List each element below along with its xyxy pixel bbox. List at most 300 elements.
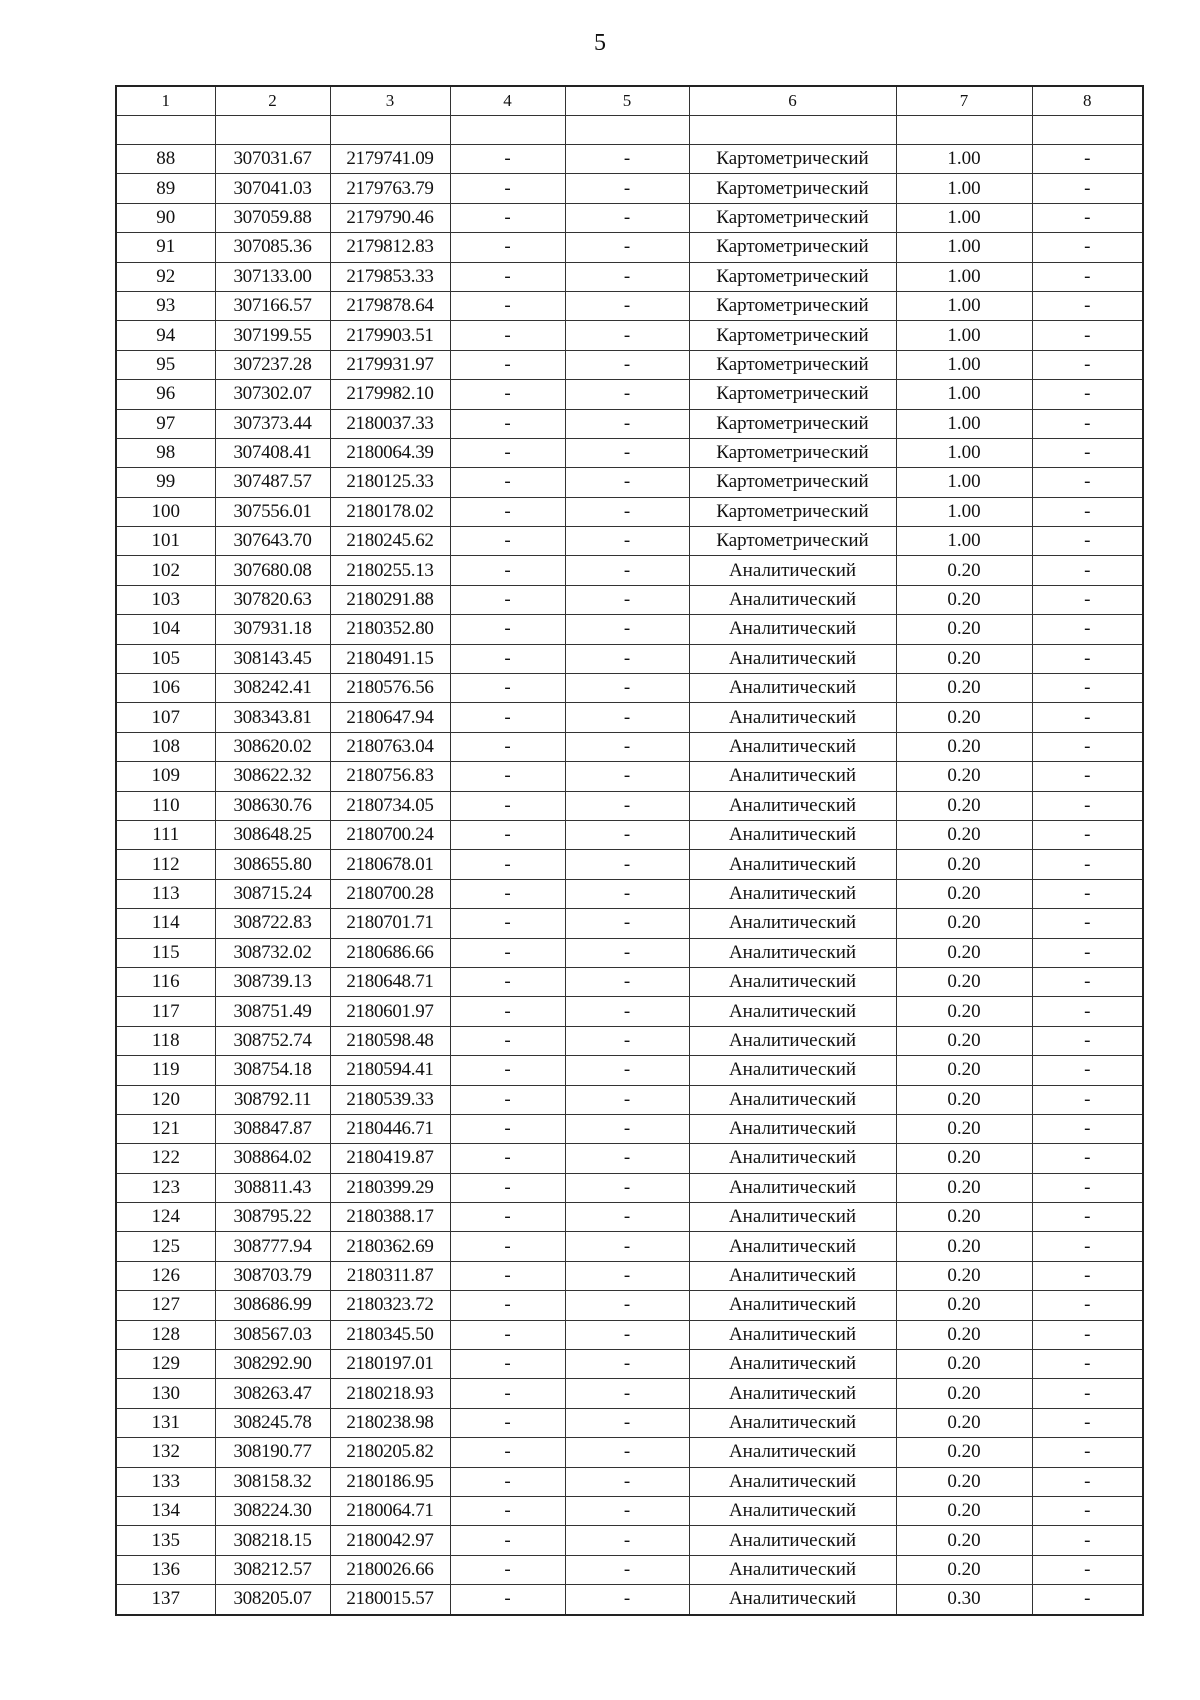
col4-cell: - [450,1555,565,1584]
method-cell: Аналитический [689,615,896,644]
x-coordinate-cell: 308847.87 [215,1114,330,1143]
x-coordinate-cell: 308722.83 [215,909,330,938]
col8-cell: - [1032,644,1143,673]
accuracy-cell: 0.20 [896,1408,1032,1437]
col8-cell: - [1032,1585,1143,1615]
table-row [116,1114,1143,1143]
col4-cell: - [450,1114,565,1143]
col8-cell: - [1032,409,1143,438]
x-coordinate-cell: 308751.49 [215,997,330,1026]
point-number-cell: 119 [116,1056,215,1085]
col8-cell: - [1032,1232,1143,1261]
point-number-cell: 120 [116,1085,215,1114]
col5-cell: - [565,938,689,967]
method-cell: Аналитический [689,1291,896,1320]
accuracy-cell: 0.20 [896,1173,1032,1202]
col5-cell: - [565,262,689,291]
y-coordinate-cell: 2180178.02 [330,497,450,526]
point-number-cell: 115 [116,938,215,967]
col5-cell: - [565,879,689,908]
x-coordinate-cell: 307237.28 [215,350,330,379]
col5-cell: - [565,174,689,203]
x-coordinate-cell: 307031.67 [215,145,330,174]
point-number-cell: 106 [116,674,215,703]
x-coordinate-cell: 308263.47 [215,1379,330,1408]
col8-cell: - [1032,380,1143,409]
table-cell [896,116,1032,145]
table-row [116,380,1143,409]
col5-cell: - [565,1526,689,1555]
method-cell: Картометрический [689,409,896,438]
method-cell: Аналитический [689,1320,896,1349]
x-coordinate-cell: 307166.57 [215,291,330,320]
col5-cell: - [565,1056,689,1085]
x-coordinate-cell: 308567.03 [215,1320,330,1349]
y-coordinate-cell: 2180701.71 [330,909,450,938]
method-cell: Аналитический [689,1526,896,1555]
x-coordinate-cell: 307487.57 [215,468,330,497]
method-cell: Аналитический [689,732,896,761]
method-cell: Аналитический [689,791,896,820]
y-coordinate-cell: 2180686.66 [330,938,450,967]
x-coordinate-cell: 308218.15 [215,1526,330,1555]
col8-cell: - [1032,262,1143,291]
col8-cell: - [1032,1056,1143,1085]
col8-cell: - [1032,233,1143,262]
accuracy-cell: 1.00 [896,233,1032,262]
method-cell: Аналитический [689,850,896,879]
table-row [116,1467,1143,1496]
column-header: 3 [330,86,450,116]
point-number-cell: 113 [116,879,215,908]
table-row [116,1291,1143,1320]
x-coordinate-cell: 307643.70 [215,527,330,556]
accuracy-cell: 0.20 [896,1467,1032,1496]
col8-cell: - [1032,1350,1143,1379]
table-row [116,233,1143,262]
method-cell: Аналитический [689,1203,896,1232]
col8-cell: - [1032,674,1143,703]
col5-cell: - [565,556,689,585]
point-number-cell: 111 [116,820,215,849]
y-coordinate-cell: 2180205.82 [330,1438,450,1467]
table-cell [689,116,896,145]
col4-cell: - [450,1320,565,1349]
table-row [116,732,1143,761]
col5-cell: - [565,409,689,438]
table-row [116,1320,1143,1349]
method-cell: Картометрический [689,174,896,203]
table-row [116,321,1143,350]
column-header: 4 [450,86,565,116]
col8-cell: - [1032,997,1143,1026]
col4-cell: - [450,1144,565,1173]
accuracy-cell: 0.20 [896,585,1032,614]
accuracy-cell: 1.00 [896,380,1032,409]
y-coordinate-cell: 2180539.33 [330,1085,450,1114]
y-coordinate-cell: 2180015.57 [330,1585,450,1615]
method-cell: Картометрический [689,527,896,556]
y-coordinate-cell: 2180763.04 [330,732,450,761]
x-coordinate-cell: 308224.30 [215,1496,330,1525]
col4-cell: - [450,1496,565,1525]
col5-cell: - [565,497,689,526]
col4-cell: - [450,527,565,556]
table-row [116,909,1143,938]
method-cell: Картометрический [689,291,896,320]
accuracy-cell: 1.00 [896,203,1032,232]
y-coordinate-cell: 2180037.33 [330,409,450,438]
x-coordinate-cell: 308242.41 [215,674,330,703]
col8-cell: - [1032,527,1143,556]
col8-cell: - [1032,1526,1143,1555]
accuracy-cell: 0.20 [896,820,1032,849]
table-row [116,1438,1143,1467]
accuracy-cell: 0.20 [896,1085,1032,1114]
point-number-cell: 121 [116,1114,215,1143]
accuracy-cell: 1.00 [896,527,1032,556]
col8-cell: - [1032,909,1143,938]
accuracy-cell: 0.20 [896,1496,1032,1525]
col5-cell: - [565,438,689,467]
x-coordinate-cell: 307302.07 [215,380,330,409]
point-number-cell: 124 [116,1203,215,1232]
accuracy-cell: 0.20 [896,703,1032,732]
point-number-cell: 133 [116,1467,215,1496]
col4-cell: - [450,1232,565,1261]
point-number-cell: 125 [116,1232,215,1261]
col8-cell: - [1032,1408,1143,1437]
accuracy-cell: 0.20 [896,1232,1032,1261]
table-row [116,1232,1143,1261]
col4-cell: - [450,1350,565,1379]
y-coordinate-cell: 2179812.83 [330,233,450,262]
point-number-cell: 137 [116,1585,215,1615]
col4-cell: - [450,438,565,467]
col5-cell: - [565,1232,689,1261]
point-number-cell: 112 [116,850,215,879]
x-coordinate-cell: 307133.00 [215,262,330,291]
column-header: 2 [215,86,330,116]
method-cell: Картометрический [689,497,896,526]
point-number-cell: 123 [116,1173,215,1202]
col5-cell: - [565,820,689,849]
table-row [116,1379,1143,1408]
y-coordinate-cell: 2179741.09 [330,145,450,174]
col8-cell: - [1032,1438,1143,1467]
accuracy-cell: 1.00 [896,497,1032,526]
col4-cell: - [450,1056,565,1085]
accuracy-cell: 0.20 [896,1320,1032,1349]
col5-cell: - [565,1379,689,1408]
table-row [116,1350,1143,1379]
point-number-cell: 134 [116,1496,215,1525]
y-coordinate-cell: 2179853.33 [330,262,450,291]
x-coordinate-cell: 308245.78 [215,1408,330,1437]
method-cell: Аналитический [689,1467,896,1496]
col5-cell: - [565,1291,689,1320]
col5-cell: - [565,380,689,409]
method-cell: Аналитический [689,1585,896,1615]
y-coordinate-cell: 2180323.72 [330,1291,450,1320]
x-coordinate-cell: 308792.11 [215,1085,330,1114]
method-cell: Аналитический [689,556,896,585]
y-coordinate-cell: 2180388.17 [330,1203,450,1232]
accuracy-cell: 0.20 [896,1291,1032,1320]
x-coordinate-cell: 307059.88 [215,203,330,232]
blank-row [116,116,1143,145]
col5-cell: - [565,145,689,174]
accuracy-cell: 0.20 [896,644,1032,673]
col8-cell: - [1032,145,1143,174]
table-row [116,409,1143,438]
col8-cell: - [1032,1173,1143,1202]
col8-cell: - [1032,1261,1143,1290]
method-cell: Картометрический [689,321,896,350]
table-cell [450,116,565,145]
col8-cell: - [1032,1026,1143,1055]
x-coordinate-cell: 307931.18 [215,615,330,644]
method-cell: Аналитический [689,879,896,908]
col5-cell: - [565,909,689,938]
point-number-cell: 92 [116,262,215,291]
accuracy-cell: 0.20 [896,850,1032,879]
point-number-cell: 122 [116,1144,215,1173]
accuracy-cell: 0.20 [896,615,1032,644]
col8-cell: - [1032,291,1143,320]
col8-cell: - [1032,1467,1143,1496]
accuracy-cell: 1.00 [896,291,1032,320]
point-number-cell: 91 [116,233,215,262]
method-cell: Аналитический [689,1085,896,1114]
x-coordinate-cell: 308655.80 [215,850,330,879]
table-row [116,938,1143,967]
table-row [116,791,1143,820]
col8-cell: - [1032,1291,1143,1320]
y-coordinate-cell: 2180700.24 [330,820,450,849]
table-body [116,116,1143,1615]
point-number-cell: 126 [116,1261,215,1290]
accuracy-cell: 1.00 [896,174,1032,203]
col8-cell: - [1032,1203,1143,1232]
method-cell: Аналитический [689,1350,896,1379]
col5-cell: - [565,674,689,703]
method-cell: Аналитический [689,820,896,849]
col5-cell: - [565,1555,689,1584]
point-number-cell: 90 [116,203,215,232]
y-coordinate-cell: 2180064.39 [330,438,450,467]
point-number-cell: 131 [116,1408,215,1437]
col8-cell: - [1032,1320,1143,1349]
x-coordinate-cell: 307556.01 [215,497,330,526]
table-row [116,1144,1143,1173]
method-cell: Аналитический [689,1261,896,1290]
x-coordinate-cell: 307199.55 [215,321,330,350]
table-cell [565,116,689,145]
point-number-cell: 118 [116,1026,215,1055]
col4-cell: - [450,997,565,1026]
point-number-cell: 117 [116,997,215,1026]
point-number-cell: 136 [116,1555,215,1584]
point-number-cell: 93 [116,291,215,320]
accuracy-cell: 0.20 [896,967,1032,996]
col4-cell: - [450,1085,565,1114]
col4-cell: - [450,468,565,497]
table-row [116,203,1143,232]
y-coordinate-cell: 2180419.87 [330,1144,450,1173]
accuracy-cell: 0.20 [896,1555,1032,1584]
table-cell [215,116,330,145]
method-cell: Аналитический [689,997,896,1026]
accuracy-cell: 1.00 [896,409,1032,438]
table-row [116,1261,1143,1290]
table-row [116,879,1143,908]
y-coordinate-cell: 2180700.28 [330,879,450,908]
col5-cell: - [565,1261,689,1290]
point-number-cell: 96 [116,380,215,409]
method-cell: Аналитический [689,1056,896,1085]
method-cell: Аналитический [689,674,896,703]
point-number-cell: 114 [116,909,215,938]
y-coordinate-cell: 2180345.50 [330,1320,450,1349]
x-coordinate-cell: 307373.44 [215,409,330,438]
col5-cell: - [565,997,689,1026]
col4-cell: - [450,585,565,614]
col4-cell: - [450,1026,565,1055]
x-coordinate-cell: 308732.02 [215,938,330,967]
col4-cell: - [450,938,565,967]
col5-cell: - [565,1085,689,1114]
method-cell: Аналитический [689,1173,896,1202]
col5-cell: - [565,967,689,996]
col5-cell: - [565,585,689,614]
col5-cell: - [565,1467,689,1496]
table-row [116,674,1143,703]
table-row [116,703,1143,732]
method-cell: Картометрический [689,145,896,174]
accuracy-cell: 0.20 [896,1438,1032,1467]
x-coordinate-cell: 307408.41 [215,438,330,467]
col4-cell: - [450,497,565,526]
x-coordinate-cell: 308212.57 [215,1555,330,1584]
accuracy-cell: 1.00 [896,321,1032,350]
x-coordinate-cell: 308190.77 [215,1438,330,1467]
col4-cell: - [450,615,565,644]
y-coordinate-cell: 2180026.66 [330,1555,450,1584]
accuracy-cell: 0.20 [896,1379,1032,1408]
accuracy-cell: 0.20 [896,938,1032,967]
point-number-cell: 88 [116,145,215,174]
col5-cell: - [565,203,689,232]
x-coordinate-cell: 308795.22 [215,1203,330,1232]
col5-cell: - [565,1026,689,1055]
column-header: 6 [689,86,896,116]
table-row [116,1085,1143,1114]
point-number-cell: 109 [116,762,215,791]
col4-cell: - [450,145,565,174]
col5-cell: - [565,644,689,673]
col8-cell: - [1032,820,1143,849]
col5-cell: - [565,350,689,379]
x-coordinate-cell: 308864.02 [215,1144,330,1173]
accuracy-cell: 0.20 [896,556,1032,585]
col4-cell: - [450,1379,565,1408]
method-cell: Аналитический [689,1408,896,1437]
y-coordinate-cell: 2180756.83 [330,762,450,791]
method-cell: Аналитический [689,703,896,732]
x-coordinate-cell: 308648.25 [215,820,330,849]
col4-cell: - [450,1291,565,1320]
col8-cell: - [1032,468,1143,497]
table-row [116,262,1143,291]
col8-cell: - [1032,585,1143,614]
y-coordinate-cell: 2180362.69 [330,1232,450,1261]
point-number-cell: 100 [116,497,215,526]
x-coordinate-cell: 308620.02 [215,732,330,761]
col5-cell: - [565,1144,689,1173]
y-coordinate-cell: 2180446.71 [330,1114,450,1143]
table-row [116,997,1143,1026]
col4-cell: - [450,1173,565,1202]
col5-cell: - [565,1350,689,1379]
col4-cell: - [450,556,565,585]
col4-cell: - [450,732,565,761]
table-row [116,615,1143,644]
point-number-cell: 98 [116,438,215,467]
col8-cell: - [1032,732,1143,761]
accuracy-cell: 0.20 [896,1114,1032,1143]
y-coordinate-cell: 2180245.62 [330,527,450,556]
method-cell: Аналитический [689,585,896,614]
col4-cell: - [450,350,565,379]
x-coordinate-cell: 307085.36 [215,233,330,262]
col4-cell: - [450,1203,565,1232]
point-number-cell: 132 [116,1438,215,1467]
method-cell: Аналитический [689,909,896,938]
table-row [116,820,1143,849]
col8-cell: - [1032,1555,1143,1584]
col8-cell: - [1032,321,1143,350]
col8-cell: - [1032,879,1143,908]
x-coordinate-cell: 307820.63 [215,585,330,614]
column-header: 7 [896,86,1032,116]
y-coordinate-cell: 2180352.80 [330,615,450,644]
table-row [116,1203,1143,1232]
col8-cell: - [1032,1085,1143,1114]
y-coordinate-cell: 2180197.01 [330,1350,450,1379]
x-coordinate-cell: 308754.18 [215,1056,330,1085]
table-row [116,1585,1143,1615]
y-coordinate-cell: 2179931.97 [330,350,450,379]
table-row [116,350,1143,379]
col8-cell: - [1032,967,1143,996]
y-coordinate-cell: 2179982.10 [330,380,450,409]
accuracy-cell: 1.00 [896,468,1032,497]
table-row [116,497,1143,526]
table-row [116,850,1143,879]
method-cell: Аналитический [689,1114,896,1143]
col4-cell: - [450,380,565,409]
point-number-cell: 102 [116,556,215,585]
y-coordinate-cell: 2180598.48 [330,1026,450,1055]
y-coordinate-cell: 2180186.95 [330,1467,450,1496]
point-number-cell: 95 [116,350,215,379]
col4-cell: - [450,174,565,203]
x-coordinate-cell: 308622.32 [215,762,330,791]
point-number-cell: 99 [116,468,215,497]
col4-cell: - [450,703,565,732]
table-row [116,527,1143,556]
